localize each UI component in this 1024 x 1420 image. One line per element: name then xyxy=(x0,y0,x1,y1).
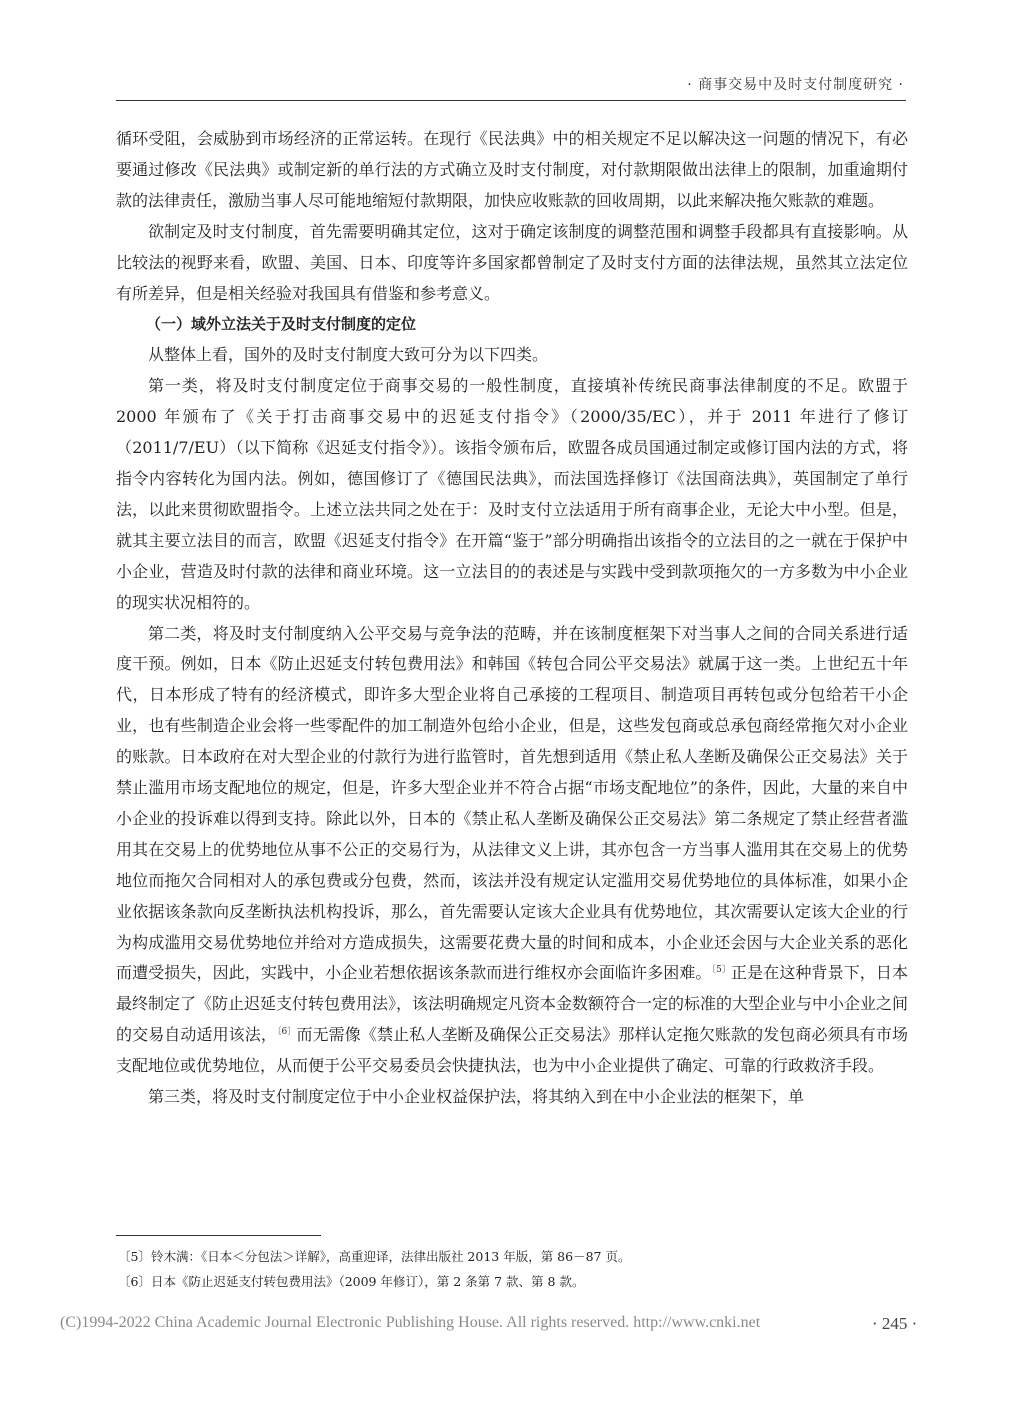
footnote-rule xyxy=(116,1235,321,1236)
footnotes xyxy=(116,1244,906,1294)
copyright-watermark: (C)1994-2022 China Academic Journal Electronic Publishing House. All rights reserved. http://www.cnki.net xyxy=(60,1314,761,1331)
paragraph-overview: 从整体上看，国外的及时支付制度大致可分为以下四类。 xyxy=(148,345,549,365)
running-header: · 商事交易中及时支付制度研究 · xyxy=(687,77,904,93)
article-body xyxy=(116,124,908,1113)
paragraph-category-2-part-b: 正是在这种背景下，日本最终制定了《防止迟延支付转包费用法》，该法明确规定凡资本金数额符合一定的标准的大型企业与中小企业之间的交易自动适用该法， xyxy=(116,963,909,1045)
paragraph-category-1: 第一类，将及时支付制度定位于商事交易的一般性制度，直接填补传统民商事法律制度的不足。欧盟于 2000 年颁布了《关于打击商事交易中的迟延支付指令》（2000/35/EC），并于 2011 年进行了修订（2011/7/EU）（以下简称《迟延支付指令》）。该指令颁布后，欧盟各成员国通过制定或修订国内法的方式，将指令内容转化为国内法。例如，德国修订了《德国民法典》，而法国选择修订《法国商法典》，英国制定了单行法，以此来贯彻欧盟指令。上述立法共同之处在于：及时支付立法适用于所有商事企业，无论大中小型。但是，就其主要立法目的而言，欧盟《迟延支付指令》在开篇“鉴于”部分明确指出该指令的立法目的之一就在于保护中小企业，营造及时付款的法律和商业环境。这一立法目的的表述是与实践中受到款项拖欠的一方多数为中小企业的现实状况相符的。 xyxy=(116,376,908,612)
paragraph-positioning: 欲制定及时支付制度，首先需要明确其定位，这对于确定该制度的调整范围和调整手段都具有直接影响。从比较法的视野来看，欧盟、美国、日本、印度等许多国家都曾制定了及时支付方面的法律法规，虽然其立法定位有所差异，但是相关经验对我国具有借鉴和参考意义。 xyxy=(116,221,908,303)
paragraph-category-3: 第三类，将及时支付制度定位于中小企业权益保护法，将其纳入到在中小企业法的框架下，单 xyxy=(148,1087,805,1107)
footnote-ref-5[interactable]: 〔5〕 xyxy=(711,965,732,976)
paragraph-category-2 xyxy=(116,619,908,1083)
footnote-6: 〔6〕日本《防止迟延支付转包费用法》（2009 年修订），第 2 条第 7 款、第 8 款。 xyxy=(118,1274,585,1289)
section-heading: （一）域外立法关于及时支付制度的定位 xyxy=(146,315,417,334)
paragraph-continuation: 循环受阻，会威胁到市场经济的正常运转。在现行《民法典》中的相关规定不足以解决这一问题的情况下，有必要通过修改《民法典》或制定新的单行法的方式确立及时支付制度，对付款期限做出法律上的限制，加重逾期付款的法律责任，激励当事人尽可能地缩短付款期限，加快应收账款的回收周期，以此来解决拖欠账款的难题。 xyxy=(116,129,908,210)
footnote-ref-6[interactable]: 〔6〕 xyxy=(276,1027,297,1038)
page-number: · 245 · xyxy=(872,1314,918,1333)
header-rule xyxy=(116,100,906,101)
footnote-5: 〔5〕铃木满：《日本＜分包法＞详解》，高重迎译，法律出版社 2013 年版，第 86－87 页。 xyxy=(118,1249,631,1264)
paragraph-category-2-part-c: 而无需像《禁止私人垄断及确保公正交易法》那样认定拖欠账款的发包商必须具有市场支配地位或优势地位，从而便于公平交易委员会快捷执法，也为中小企业提供了确定、可靠的行政救济手段。 xyxy=(116,1025,908,1076)
paragraph-category-2-part-a: 第二类，将及时支付制度纳入公平交易与竞争法的范畴，并在该制度框架下对当事人之间的合同关系进行适度干预。例如，日本《防止迟延支付转包费用法》和韩国《转包合同公平交易法》就属于这一类。上世纪五十年代，日本形成了特有的经济模式，即许多大型企业将自己承接的工程项目、制造项目再转包或分包给若干小企业，也有些制造企业会将一些零配件的加工制造外包给小企业，但是，这些发包商或总承包商经常拖欠对小企业的账款。日本政府在对大型企业的付款行为进行监管时，首先想到适用《禁止私人垄断及确保公正交易法》关于禁止滥用市场支配地位的规定，但是，许多大型企业并不符合占据“市场支配地位”的条件，因此，大量的来自中小企业的投诉难以得到支持。除此以外，日本的《禁止私人垄断及确保公正交易法》第二条规定了禁止经营者滥用其在交易上的优势地位从事不公正的交易行为，从法律文义上讲，其亦包含一方当事人滥用其在交易上的优势地位而拖欠合同相对人的承包费或分包费，然而，该法并没有规定认定滥用交易优势地位的具体标准，如果小企业依据该条款向反垄断执法机构投诉，那么，首先需要认定该大企业具有优势地位，其次需要认定该大企业的行为构成滥用交易优势地位并给对方造成损失，这需要花费大量的时间和成本，小企业还会因与大企业关系的恶化而遭受损失，因此，实践中，小企业若想依据该条款而进行维权亦会面临许多困难。 xyxy=(116,623,908,983)
